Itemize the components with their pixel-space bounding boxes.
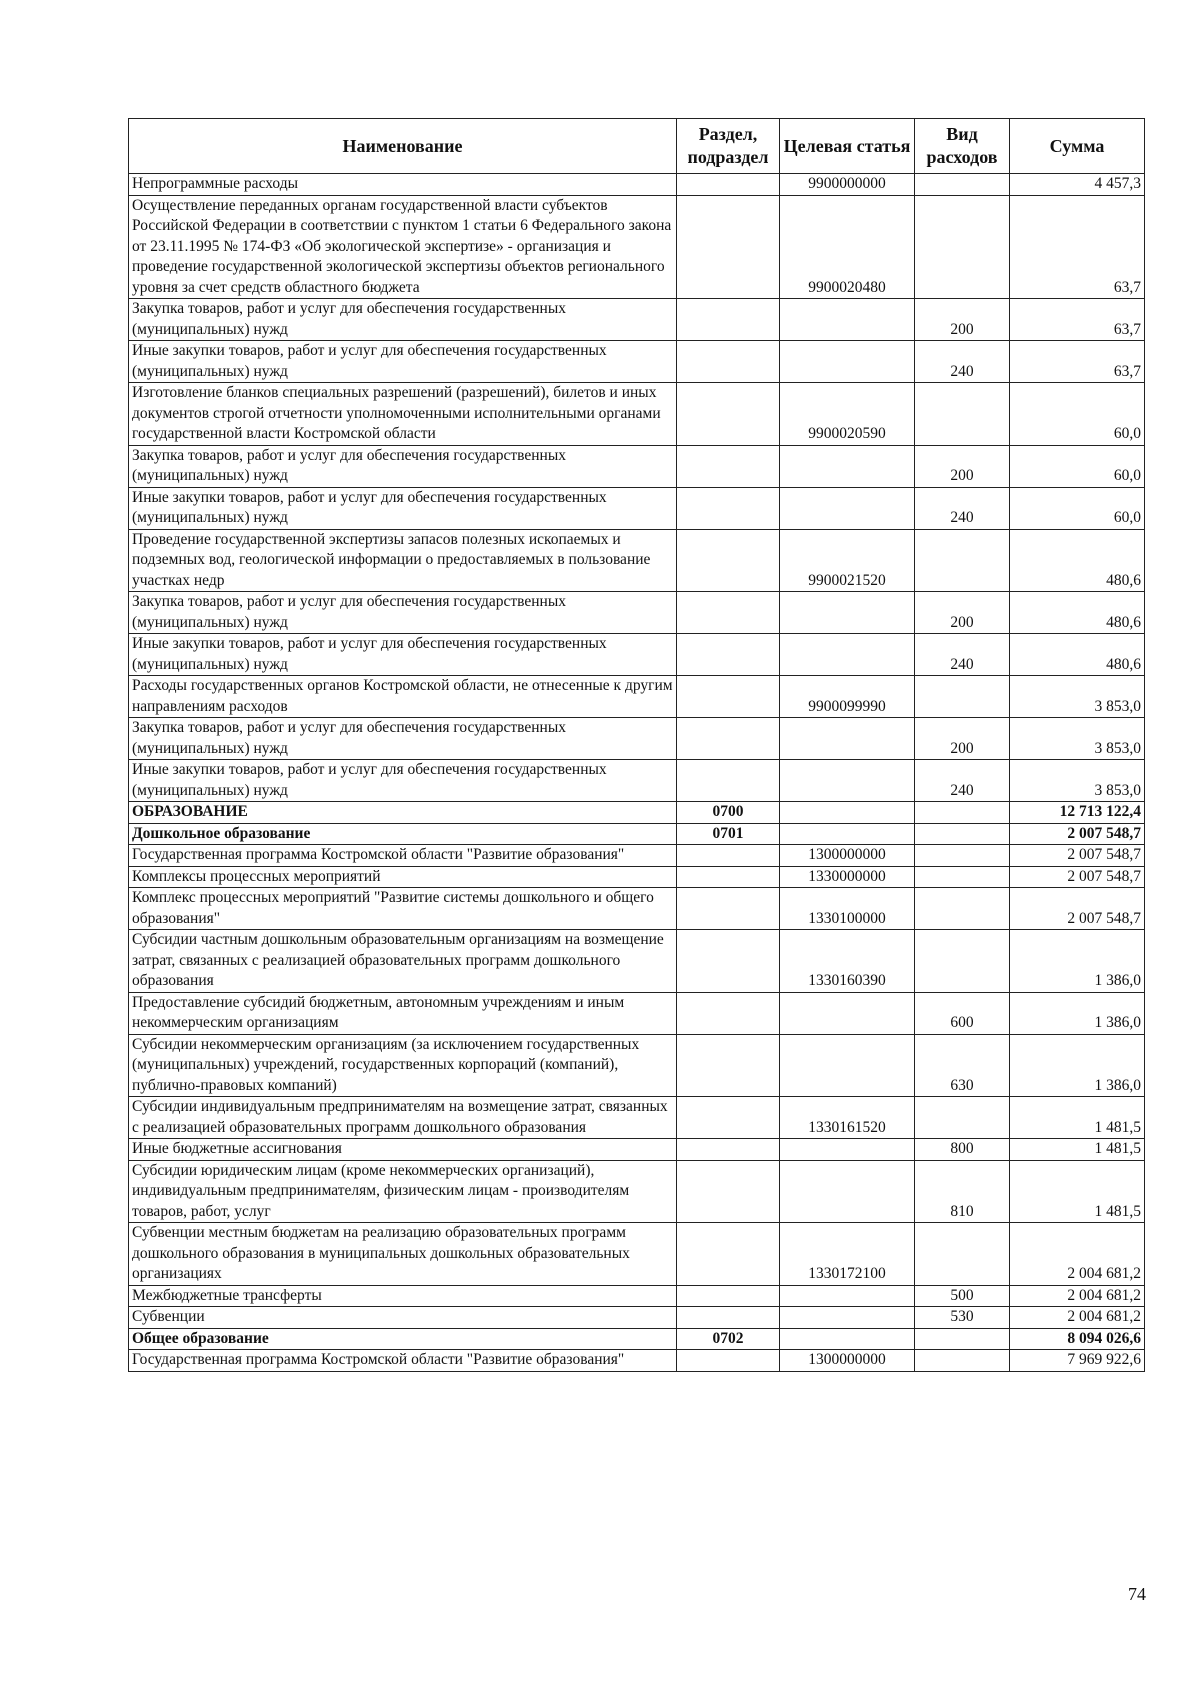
cell-target: 9900020480: [780, 195, 915, 299]
cell-name: Изготовление бланков специальных разрешений (разрешений), билетов и иных документов строгой отчетности уполномоченными исполнительными органами государственной власти Костромской области: [129, 383, 677, 446]
cell-name: Дошкольное образование: [129, 823, 677, 845]
cell-sum: 60,0: [1010, 487, 1145, 529]
cell-kind: [915, 1350, 1010, 1372]
cell-sum: 1 481,5: [1010, 1160, 1145, 1223]
cell-kind: 810: [915, 1160, 1010, 1223]
cell-target: [780, 1139, 915, 1161]
cell-kind: [915, 676, 1010, 718]
cell-name: Общее образование: [129, 1328, 677, 1350]
cell-section: [677, 930, 780, 993]
table-row: [129, 802, 1145, 824]
cell-name: Иные закупки товаров, работ и услуг для обеспечения государственных (муниципальных) нужд: [129, 760, 677, 802]
cell-section: [677, 634, 780, 676]
cell-kind: [915, 866, 1010, 888]
cell-target: 1330100000: [780, 888, 915, 930]
cell-kind: 200: [915, 445, 1010, 487]
table-row: [129, 174, 1145, 196]
cell-section: [677, 888, 780, 930]
cell-target: [780, 718, 915, 760]
cell-kind: [915, 529, 1010, 592]
table-row: [129, 845, 1145, 867]
cell-kind: 500: [915, 1285, 1010, 1307]
cell-sum: 1 386,0: [1010, 1034, 1145, 1097]
cell-kind: 800: [915, 1139, 1010, 1161]
cell-sum: 3 853,0: [1010, 676, 1145, 718]
cell-kind: [915, 802, 1010, 824]
table-row: [129, 383, 1145, 446]
cell-name: Иные бюджетные ассигнования: [129, 1139, 677, 1161]
cell-name: Субвенции: [129, 1307, 677, 1329]
cell-sum: 2 007 548,7: [1010, 823, 1145, 845]
cell-kind: [915, 174, 1010, 196]
cell-sum: 2 004 681,2: [1010, 1307, 1145, 1329]
cell-kind: 630: [915, 1034, 1010, 1097]
cell-section: [677, 487, 780, 529]
cell-kind: 200: [915, 592, 1010, 634]
table-row: [129, 592, 1145, 634]
cell-target: 1330160390: [780, 930, 915, 993]
cell-sum: 63,7: [1010, 341, 1145, 383]
cell-name: Осуществление переданных органам государственной власти субъектов Российской Федерации в соответствии с пунктом 1 статьи 6 Федерального закона от 23.11.1995 № 174-ФЗ «Об экологической экспертизе» - организация и проведение государственной экологической экспертизы объектов регионального уровня за счет средств областного бюджета: [129, 195, 677, 299]
cell-kind: [915, 195, 1010, 299]
table-row: [129, 299, 1145, 341]
cell-target: [780, 299, 915, 341]
budget-table-sheet: [128, 118, 1144, 1372]
cell-kind: [915, 823, 1010, 845]
table-row: [129, 487, 1145, 529]
cell-section: [677, 1350, 780, 1372]
cell-sum: 2 004 681,2: [1010, 1285, 1145, 1307]
cell-name: Предоставление субсидий бюджетным, автономным учреждениям и иным некоммерческим организациям: [129, 992, 677, 1034]
cell-kind: [915, 845, 1010, 867]
cell-kind: [915, 888, 1010, 930]
cell-sum: 63,7: [1010, 195, 1145, 299]
cell-sum: 480,6: [1010, 592, 1145, 634]
cell-name: Субсидии индивидуальным предпринимателям на возмещение затрат, связанных с реализацией образовательных программ дошкольного образования: [129, 1097, 677, 1139]
cell-name: Субсидии некоммерческим организациям (за исключением государственных (муниципальных) учреждений, государственных корпораций (компаний), публично-правовых компаний): [129, 1034, 677, 1097]
table-row: [129, 1034, 1145, 1097]
cell-section: [677, 1034, 780, 1097]
cell-section: 0702: [677, 1328, 780, 1350]
cell-sum: 2 004 681,2: [1010, 1223, 1145, 1286]
cell-sum: 7 969 922,6: [1010, 1350, 1145, 1372]
cell-name: Субвенции местным бюджетам на реализацию образовательных программ дошкольного образования в муниципальных дошкольных образовательных организациях: [129, 1223, 677, 1286]
cell-section: [677, 529, 780, 592]
cell-sum: 1 481,5: [1010, 1139, 1145, 1161]
cell-sum: 2 007 548,7: [1010, 888, 1145, 930]
cell-section: 0700: [677, 802, 780, 824]
cell-target: [780, 1285, 915, 1307]
cell-name: Закупка товаров, работ и услуг для обеспечения государственных (муниципальных) нужд: [129, 299, 677, 341]
cell-target: [780, 992, 915, 1034]
cell-target: 1300000000: [780, 1350, 915, 1372]
cell-kind: [915, 383, 1010, 446]
cell-sum: 480,6: [1010, 634, 1145, 676]
cell-section: [677, 592, 780, 634]
cell-sum: 63,7: [1010, 299, 1145, 341]
cell-target: 1330161520: [780, 1097, 915, 1139]
cell-target: 9900020590: [780, 383, 915, 446]
cell-name: Государственная программа Костромской области "Развитие образования": [129, 845, 677, 867]
cell-sum: 2 007 548,7: [1010, 866, 1145, 888]
cell-kind: [915, 1223, 1010, 1286]
cell-section: [677, 845, 780, 867]
cell-target: [780, 487, 915, 529]
header-name: Наименование: [129, 119, 677, 174]
cell-target: [780, 1328, 915, 1350]
cell-section: [677, 676, 780, 718]
cell-target: [780, 1307, 915, 1329]
cell-sum: 60,0: [1010, 445, 1145, 487]
table-row: [129, 634, 1145, 676]
table-row: [129, 1097, 1145, 1139]
cell-name: Закупка товаров, работ и услуг для обеспечения государственных (муниципальных) нужд: [129, 592, 677, 634]
cell-kind: [915, 930, 1010, 993]
table-row: [129, 992, 1145, 1034]
cell-section: [677, 383, 780, 446]
table-row: [129, 1328, 1145, 1350]
table-row: [129, 760, 1145, 802]
cell-section: [677, 174, 780, 196]
cell-name: Иные закупки товаров, работ и услуг для обеспечения государственных (муниципальных) нужд: [129, 634, 677, 676]
cell-target: 1330000000: [780, 866, 915, 888]
cell-sum: 480,6: [1010, 529, 1145, 592]
cell-target: [780, 1160, 915, 1223]
cell-name: Государственная программа Костромской области "Развитие образования": [129, 1350, 677, 1372]
header-target: Целевая статья: [780, 119, 915, 174]
table-row: [129, 1285, 1145, 1307]
cell-kind: [915, 1097, 1010, 1139]
cell-sum: 12 713 122,4: [1010, 802, 1145, 824]
cell-section: [677, 992, 780, 1034]
cell-kind: 240: [915, 634, 1010, 676]
cell-target: [780, 445, 915, 487]
cell-target: [780, 823, 915, 845]
cell-section: [677, 760, 780, 802]
cell-sum: 1 386,0: [1010, 930, 1145, 993]
table-row: [129, 676, 1145, 718]
header-section: Раздел, подраздел: [677, 119, 780, 174]
cell-section: [677, 1160, 780, 1223]
cell-section: [677, 1285, 780, 1307]
cell-kind: 240: [915, 341, 1010, 383]
cell-name: Комплекс процессных мероприятий "Развитие системы дошкольного и общего образования": [129, 888, 677, 930]
cell-kind: [915, 1328, 1010, 1350]
cell-target: 1330172100: [780, 1223, 915, 1286]
cell-target: 9900021520: [780, 529, 915, 592]
cell-name: Проведение государственной экспертизы запасов полезных ископаемых и подземных вод, геологической информации о предоставляемых в пользование участках недр: [129, 529, 677, 592]
cell-name: Расходы государственных органов Костромской области, не отнесенные к другим направлениям расходов: [129, 676, 677, 718]
table-row: [129, 341, 1145, 383]
cell-name: Иные закупки товаров, работ и услуг для обеспечения государственных (муниципальных) нужд: [129, 487, 677, 529]
cell-kind: 240: [915, 487, 1010, 529]
cell-kind: 200: [915, 718, 1010, 760]
cell-sum: 3 853,0: [1010, 718, 1145, 760]
table-row: [129, 445, 1145, 487]
table-row: [129, 1223, 1145, 1286]
table-row: [129, 529, 1145, 592]
cell-target: [780, 634, 915, 676]
cell-name: Закупка товаров, работ и услуг для обеспечения государственных (муниципальных) нужд: [129, 445, 677, 487]
header-sum: Сумма: [1010, 119, 1145, 174]
table-row: [129, 823, 1145, 845]
cell-name: Субсидии юридическим лицам (кроме некоммерческих организаций), индивидуальным предпринимателям, физическим лицам - производителям товаров, работ, услуг: [129, 1160, 677, 1223]
cell-sum: 3 853,0: [1010, 760, 1145, 802]
header-kind: Вид расходов: [915, 119, 1010, 174]
cell-kind: 600: [915, 992, 1010, 1034]
cell-name: Непрограммные расходы: [129, 174, 677, 196]
cell-sum: 2 007 548,7: [1010, 845, 1145, 867]
table-row: [129, 866, 1145, 888]
table-body: [129, 174, 1145, 1372]
table-row: [129, 1139, 1145, 1161]
cell-sum: 60,0: [1010, 383, 1145, 446]
cell-kind: 240: [915, 760, 1010, 802]
table-header-row: [129, 119, 1145, 174]
cell-section: [677, 1139, 780, 1161]
table-row: [129, 1160, 1145, 1223]
cell-sum: 1 386,0: [1010, 992, 1145, 1034]
cell-section: [677, 445, 780, 487]
cell-section: [677, 1223, 780, 1286]
cell-sum: 4 457,3: [1010, 174, 1145, 196]
table-row: [129, 1307, 1145, 1329]
table-row: [129, 888, 1145, 930]
cell-section: [677, 195, 780, 299]
cell-sum: 8 094 026,6: [1010, 1328, 1145, 1350]
cell-target: 9900099990: [780, 676, 915, 718]
cell-sum: 1 481,5: [1010, 1097, 1145, 1139]
cell-target: 1300000000: [780, 845, 915, 867]
cell-target: [780, 1034, 915, 1097]
cell-kind: 530: [915, 1307, 1010, 1329]
cell-name: Закупка товаров, работ и услуг для обеспечения государственных (муниципальных) нужд: [129, 718, 677, 760]
cell-section: [677, 341, 780, 383]
cell-target: [780, 592, 915, 634]
cell-target: [780, 802, 915, 824]
cell-name: Субсидии частным дошкольным образовательным организациям на возмещение затрат, связанных с реализацией образовательных программ дошкольного образования: [129, 930, 677, 993]
cell-name: Иные закупки товаров, работ и услуг для обеспечения государственных (муниципальных) нужд: [129, 341, 677, 383]
cell-section: [677, 1097, 780, 1139]
page-number: 74: [1128, 1584, 1146, 1604]
cell-section: [677, 1307, 780, 1329]
table-row: [129, 195, 1145, 299]
cell-name: Комплексы процессных мероприятий: [129, 866, 677, 888]
cell-target: 9900000000: [780, 174, 915, 196]
cell-section: 0701: [677, 823, 780, 845]
cell-target: [780, 341, 915, 383]
cell-kind: 200: [915, 299, 1010, 341]
cell-target: [780, 760, 915, 802]
cell-section: [677, 299, 780, 341]
cell-section: [677, 866, 780, 888]
cell-name: Межбюджетные трансферты: [129, 1285, 677, 1307]
table-row: [129, 1350, 1145, 1372]
cell-section: [677, 718, 780, 760]
table-row: [129, 930, 1145, 993]
table-row: [129, 718, 1145, 760]
cell-name: ОБРАЗОВАНИЕ: [129, 802, 677, 824]
budget-table: [128, 118, 1145, 1372]
